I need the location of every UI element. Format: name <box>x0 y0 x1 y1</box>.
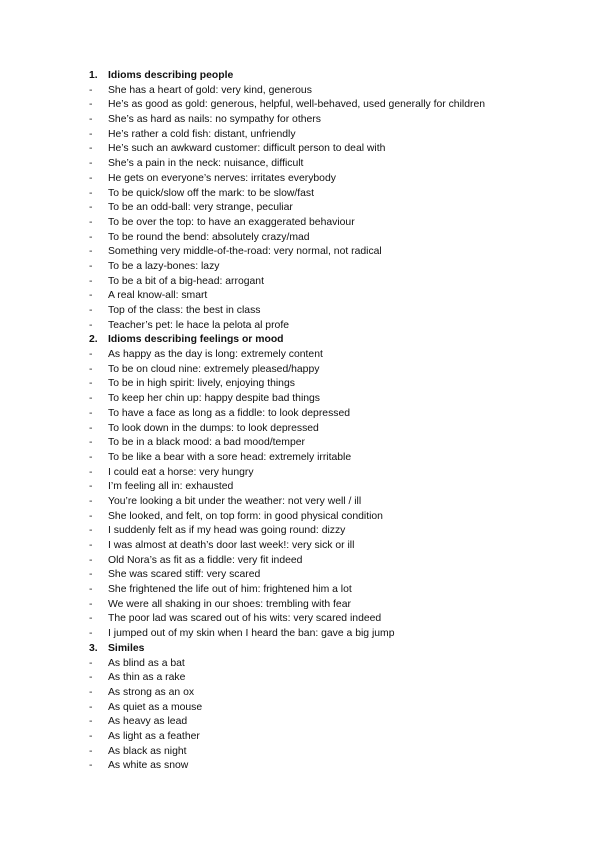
bullet-dash: - <box>89 216 93 228</box>
list-item-text: I could eat a horse: very hungry <box>108 466 254 478</box>
list-item <box>89 143 589 158</box>
list-item <box>89 290 589 305</box>
list-item <box>89 672 589 687</box>
list-item-text: To be in a black mood: a bad mood/temper <box>108 437 305 449</box>
section-title: Similes <box>108 642 145 654</box>
idiom-list-feelings <box>89 349 589 643</box>
list-item-text: To be in high spirit: lively, enjoying things <box>108 378 295 390</box>
list-item-text: I’m feeling all in: exhausted <box>108 481 234 493</box>
section-number: 3. <box>89 642 98 654</box>
section-heading-people <box>89 70 589 85</box>
list-item-text: She frightened the life out of him: frightened him a lot <box>108 584 352 596</box>
bullet-dash: - <box>89 393 93 405</box>
list-item <box>89 555 589 570</box>
list-item <box>89 716 589 731</box>
bullet-dash: - <box>89 363 93 375</box>
list-item-text: Teacher’s pet: le hace la pelota al profe <box>108 319 289 331</box>
bullet-dash: - <box>89 305 93 316</box>
list-item-text: She looked, and felt, on top form: in good physical condition <box>108 510 383 522</box>
list-item <box>89 496 589 511</box>
list-item <box>89 599 589 614</box>
bullet-dash: - <box>89 319 93 331</box>
list-item <box>89 173 589 188</box>
list-item-text: As strong as an ox <box>108 686 195 698</box>
bullet-dash: - <box>89 158 93 170</box>
bullet-dash: - <box>89 745 93 757</box>
list-item-text: I was almost at death’s door last week!: very sick or ill <box>108 540 355 551</box>
list-item <box>89 99 589 114</box>
list-item <box>89 188 589 203</box>
list-item-text: As thin as a rake <box>108 672 186 684</box>
list-item <box>89 423 589 438</box>
bullet-dash: - <box>89 730 93 742</box>
bullet-dash: - <box>89 128 93 140</box>
bullet-dash: - <box>89 378 93 390</box>
bullet-dash: - <box>89 686 93 698</box>
bullet-dash: - <box>89 290 93 302</box>
list-item <box>89 349 589 364</box>
list-item-text: You’re looking a bit under the weather: not very well / ill <box>108 495 362 507</box>
list-item-text: As heavy as lead <box>108 716 188 728</box>
bullet-dash: - <box>89 275 93 287</box>
bullet-dash: - <box>89 143 93 155</box>
list-item <box>89 408 589 423</box>
bullet-dash: - <box>89 598 93 610</box>
bullet-dash: - <box>89 525 93 537</box>
bullet-dash: - <box>89 466 93 478</box>
list-item-text: She’s a pain in the neck: nuisance, difficult <box>108 158 304 170</box>
list-item <box>89 569 589 584</box>
bullet-dash: - <box>89 540 93 551</box>
section-number: 2. <box>89 334 98 346</box>
list-item <box>89 452 589 467</box>
list-item-text: To be a lazy-bones: lazy <box>108 260 220 272</box>
list-item <box>89 613 589 628</box>
list-item-text: To look down in the dumps: to look depressed <box>108 422 319 434</box>
bullet-dash: - <box>89 628 93 640</box>
list-item-text: As black as night <box>108 745 187 757</box>
list-item-text: As quiet as a mouse <box>108 701 203 713</box>
list-item-text: He gets on everyone’s nerves: irritates everybody <box>108 172 336 184</box>
document-body <box>89 70 589 775</box>
list-item <box>89 129 589 144</box>
bullet-dash: - <box>89 187 93 199</box>
list-item-text: He’s such an awkward customer: difficult person to deal with <box>108 143 386 155</box>
list-item <box>89 584 589 599</box>
bullet-dash: - <box>89 84 93 96</box>
list-item <box>89 364 589 379</box>
list-item <box>89 114 589 129</box>
list-item-text: To be quick/slow off the mark: to be slow/fast <box>108 187 314 199</box>
list-item <box>89 628 589 643</box>
list-item-text: To be an odd-ball: very strange, peculiar <box>108 202 293 214</box>
list-item-text: To be round the bend: absolutely crazy/mad <box>108 231 310 243</box>
list-item-text: Top of the class: the best in class <box>108 305 261 316</box>
section-heading-similes <box>89 643 589 658</box>
list-item-text: As happy as the day is long: extremely content <box>108 349 323 361</box>
bullet-dash: - <box>89 760 93 772</box>
list-item <box>89 481 589 496</box>
list-item-text: To be a bit of a big-head: arrogant <box>108 275 264 287</box>
list-item <box>89 731 589 746</box>
bullet-dash: - <box>89 657 93 669</box>
list-item-text: She was scared stiff: very scared <box>108 569 261 581</box>
section-heading-feelings <box>89 334 589 349</box>
list-item <box>89 85 589 100</box>
bullet-dash: - <box>89 172 93 184</box>
list-item <box>89 658 589 673</box>
list-item <box>89 540 589 555</box>
bullet-dash: - <box>89 99 93 111</box>
list-item-text: To keep her chin up: happy despite bad things <box>108 393 321 405</box>
list-item <box>89 760 589 775</box>
bullet-dash: - <box>89 510 93 522</box>
bullet-dash: - <box>89 716 93 728</box>
bullet-dash: - <box>89 407 93 419</box>
list-item-text: To have a face as long as a fiddle: to look depressed <box>108 407 351 419</box>
list-item <box>89 202 589 217</box>
list-item-text: Something very middle-of-the-road: very normal, not radical <box>108 246 382 258</box>
list-item-text: He’s rather a cold fish: distant, unfriendly <box>108 128 296 140</box>
bullet-dash: - <box>89 260 93 272</box>
bullet-dash: - <box>89 202 93 214</box>
list-item <box>89 246 589 261</box>
list-item-text: I suddenly felt as if my head was going round: dizzy <box>108 525 346 537</box>
list-item <box>89 511 589 526</box>
bullet-dash: - <box>89 672 93 684</box>
list-item <box>89 687 589 702</box>
list-item-text: He’s as good as gold: generous, helpful, well-behaved, used generally for children <box>108 99 485 111</box>
list-item-text: The poor lad was scared out of his wits: very scared indeed <box>108 613 382 625</box>
bullet-dash: - <box>89 246 93 258</box>
list-item <box>89 702 589 717</box>
bullet-dash: - <box>89 584 93 596</box>
list-item-text: As blind as a bat <box>108 657 185 669</box>
list-item <box>89 746 589 761</box>
list-item <box>89 305 589 320</box>
bullet-dash: - <box>89 701 93 713</box>
list-item-text: She’s as hard as nails: no sympathy for others <box>108 114 321 126</box>
list-item-text: To be over the top: to have an exaggerated behaviour <box>108 216 355 228</box>
list-item <box>89 525 589 540</box>
list-item <box>89 467 589 482</box>
list-item <box>89 158 589 173</box>
list-item <box>89 232 589 247</box>
list-item-text: As white as snow <box>108 760 189 772</box>
section-title: Idioms describing people <box>108 70 234 81</box>
bullet-dash: - <box>89 613 93 625</box>
bullet-dash: - <box>89 349 93 361</box>
simile-list <box>89 658 589 776</box>
bullet-dash: - <box>89 569 93 581</box>
list-item <box>89 378 589 393</box>
bullet-dash: - <box>89 231 93 243</box>
idiom-list-people <box>89 85 589 335</box>
bullet-dash: - <box>89 495 93 507</box>
list-item <box>89 437 589 452</box>
list-item-text: We were all shaking in our shoes: trembling with fear <box>108 598 351 610</box>
list-item <box>89 320 589 335</box>
bullet-dash: - <box>89 114 93 126</box>
list-item-text: Old Nora’s as fit as a fiddle: very fit indeed <box>108 554 303 566</box>
list-item <box>89 217 589 232</box>
section-title: Idioms describing feelings or mood <box>108 334 284 346</box>
list-item-text: To be on cloud nine: extremely pleased/happy <box>108 363 320 375</box>
list-item-text: She has a heart of gold: very kind, generous <box>108 84 312 96</box>
list-item <box>89 261 589 276</box>
bullet-dash: - <box>89 437 93 449</box>
list-item-text: To be like a bear with a sore head: extremely irritable <box>108 451 352 463</box>
list-item-text: I jumped out of my skin when I heard the ban: gave a big jump <box>108 628 395 640</box>
bullet-dash: - <box>89 451 93 463</box>
bullet-dash: - <box>89 481 93 493</box>
list-item-text: As light as a feather <box>108 730 200 742</box>
section-number: 1. <box>89 70 98 81</box>
list-item <box>89 276 589 291</box>
list-item-text: A real know-all: smart <box>108 290 208 302</box>
list-item <box>89 393 589 408</box>
bullet-dash: - <box>89 422 93 434</box>
bullet-dash: - <box>89 554 93 566</box>
